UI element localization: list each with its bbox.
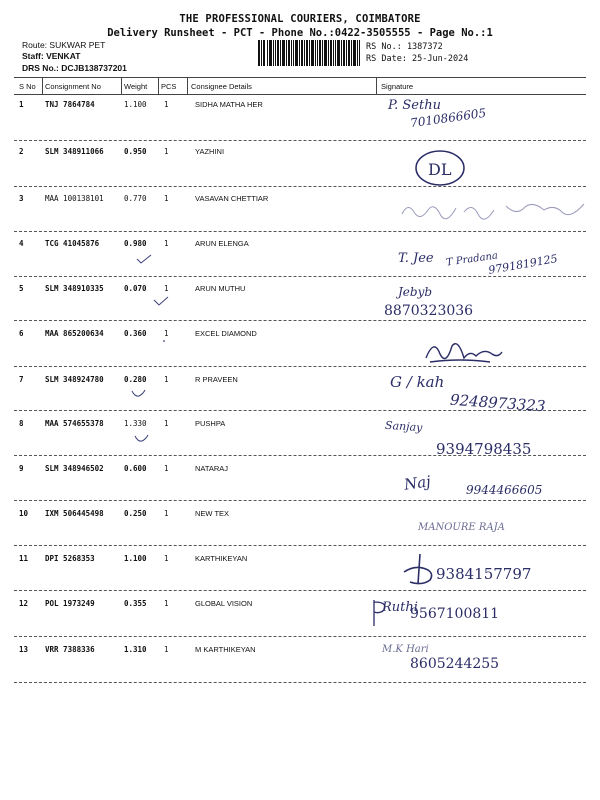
table-row [0,329,600,374]
row-weight: 0.360 [124,329,147,338]
row-divider [14,500,586,501]
row-pcs: 1 [164,375,169,384]
row-divider [14,186,586,187]
row-consignment: SLM 348946502 [45,464,104,473]
row-divider [14,590,586,591]
col-divider [42,77,43,95]
signature-name: Sanjay [384,418,423,435]
row-consignee: ARUN ELENGA [195,239,249,248]
table-row [0,509,600,554]
signature-name: Naj [402,472,432,494]
signature-name: MANOURE RAJA [418,522,505,533]
signature-name: P. Sethu [388,98,441,113]
col-divider [187,77,188,95]
row-sno: 4 [19,239,24,248]
col-weight: Weight [124,82,148,91]
row-pcs: 1 [164,147,169,156]
col-consignment: Consignment No [45,82,101,91]
check-mark-icon [153,296,169,306]
row-sno: 9 [19,464,24,473]
check-mark-icon [136,254,152,264]
row-consignee: NEW TEX [195,509,230,518]
row-pcs: 1 [164,464,169,473]
signature-initials: DL [428,160,452,179]
row-divider [14,682,586,683]
row-consignee: M KARTHIKEYAN [195,645,256,654]
row-weight: 0.355 [124,599,147,608]
row-consignment: SLM 348924780 [45,375,104,384]
row-pcs: 1 [164,239,169,248]
row-pcs: 1 [164,554,169,563]
drs-number: DRS No.: DCJB138737201 [22,63,127,73]
row-consignment: POL 1973249 [45,599,95,608]
row-divider [14,231,586,232]
rs-number: RS No.: 1387372 [366,42,443,52]
row-consignment: SLM 348910335 [45,284,104,293]
row-consignee: PUSHPA [195,419,226,428]
signature-phone: 9394798435 [436,440,532,458]
row-divider [14,545,586,546]
table-row [0,100,600,145]
route-label: Route: SUKWAR PET [22,40,106,50]
row-consignee: GLOBAL VISION [195,599,253,608]
row-weight: 0.950 [124,147,147,156]
table-row [0,645,600,690]
row-sno: 12 [19,599,29,608]
company-title: THE PROFESSIONAL COURIERS, COIMBATORE [179,13,421,25]
row-weight: 0.280 [124,375,147,384]
row-consignment: MAA 574655378 [45,419,104,428]
col-divider [376,77,377,95]
row-consignment: VRR 7388336 [45,645,95,654]
col-consignee: Consignee Details [191,82,252,91]
table-row [0,599,600,644]
signature-name: T Pradana [445,250,499,269]
row-divider [14,276,586,277]
barcode [258,40,360,66]
runsheet-subtitle: Delivery Runsheet - PCT - Phone No.:0422-3505555 - Page No.:1 [107,27,493,39]
row-weight: 0.600 [124,464,147,473]
signature-scribble [420,336,504,368]
staff-label: Staff: VENKAT [22,51,81,61]
row-weight: 1.100 [124,100,147,109]
row-weight: 1.100 [124,554,147,563]
row-consignment: TCG 41045876 [45,239,100,248]
signature-phone: 7010866605 [409,105,487,131]
row-consignee: SIDHA MATHA HER [195,100,263,109]
row-sno: 10 [19,509,29,518]
row-sno: 5 [19,284,24,293]
row-consignment: DPI 5268353 [45,554,95,563]
row-pcs: 1 [164,284,169,293]
signature-phone: 9384157797 [436,565,532,583]
signature-name: Ruthi [382,600,418,615]
row-consignee: KARTHIKEYAN [195,554,248,563]
signature-phone: 9791819125 [487,252,559,277]
row-divider [14,320,586,321]
col-signature: Signature [381,82,414,91]
row-weight: 0.980 [124,239,147,248]
row-divider [14,140,586,141]
row-consignment: MAA 865200634 [45,329,104,338]
row-pcs: 1 [164,509,169,518]
signature-name: Jebyb [398,285,433,299]
signature-phone: 8870323036 [384,303,474,319]
row-consignee: VASAVAN CHETTIAR [195,194,269,203]
row-weight: 1.330 [124,419,147,428]
row-pcs: 1 [164,329,169,338]
row-consignment: IXM 506445498 [45,509,104,518]
row-consignee: R PRAVEEN [195,375,238,384]
signature-phone: 8605244255 [410,656,500,672]
row-consignee: NATARAJ [195,464,229,473]
row-sno: 1 [19,100,24,109]
col-divider [121,77,122,95]
header-bottom-rule [14,94,586,95]
row-sno: 13 [19,645,29,654]
table-row [0,284,600,329]
row-pcs: 1 [164,194,169,203]
signature-phone: 9248973323 [449,390,546,416]
check-mark-icon [134,433,150,443]
row-pcs: 1 [164,100,169,109]
row-weight: 0.770 [124,194,147,203]
row-pcs: 1 [164,419,169,428]
signature-phone: 9944466605 [466,483,543,497]
row-divider [14,636,586,637]
col-divider [158,77,159,95]
row-weight: 0.250 [124,509,147,518]
row-consignment: MAA 100138101 [45,194,104,203]
rs-date: RS Date: 25-Jun-2024 [366,54,469,64]
row-pcs: 1 [164,645,169,654]
header-top-rule [14,77,586,78]
signature-name: M.K Hari [382,644,429,655]
signature-name: G / kah [390,373,445,391]
signature-phone: 9567100811 [410,606,500,622]
row-weight: 0.070 [124,284,147,293]
row-sno: 7 [19,375,24,384]
signature-name: T. Jee [398,251,434,266]
col-sno: S No [19,82,36,91]
row-sno: 6 [19,329,24,338]
row-consignee: YAZHINI [195,147,225,156]
col-pcs: PCS [161,82,177,91]
row-consignment: SLM 348911066 [45,147,104,156]
row-weight: 1.310 [124,645,147,654]
row-sno: 2 [19,147,24,156]
row-consignment: TNJ 7864784 [45,100,95,109]
row-consignee: EXCEL DIAMOND [195,329,257,338]
signature-scribble [398,196,588,222]
row-sno: 3 [19,194,24,203]
row-consignee: ARUN MUTHU [195,284,246,293]
dot-mark [156,336,172,346]
check-mark-icon [131,388,147,398]
row-pcs: 1 [164,599,169,608]
row-sno: 8 [19,419,24,428]
row-sno: 11 [19,554,29,563]
